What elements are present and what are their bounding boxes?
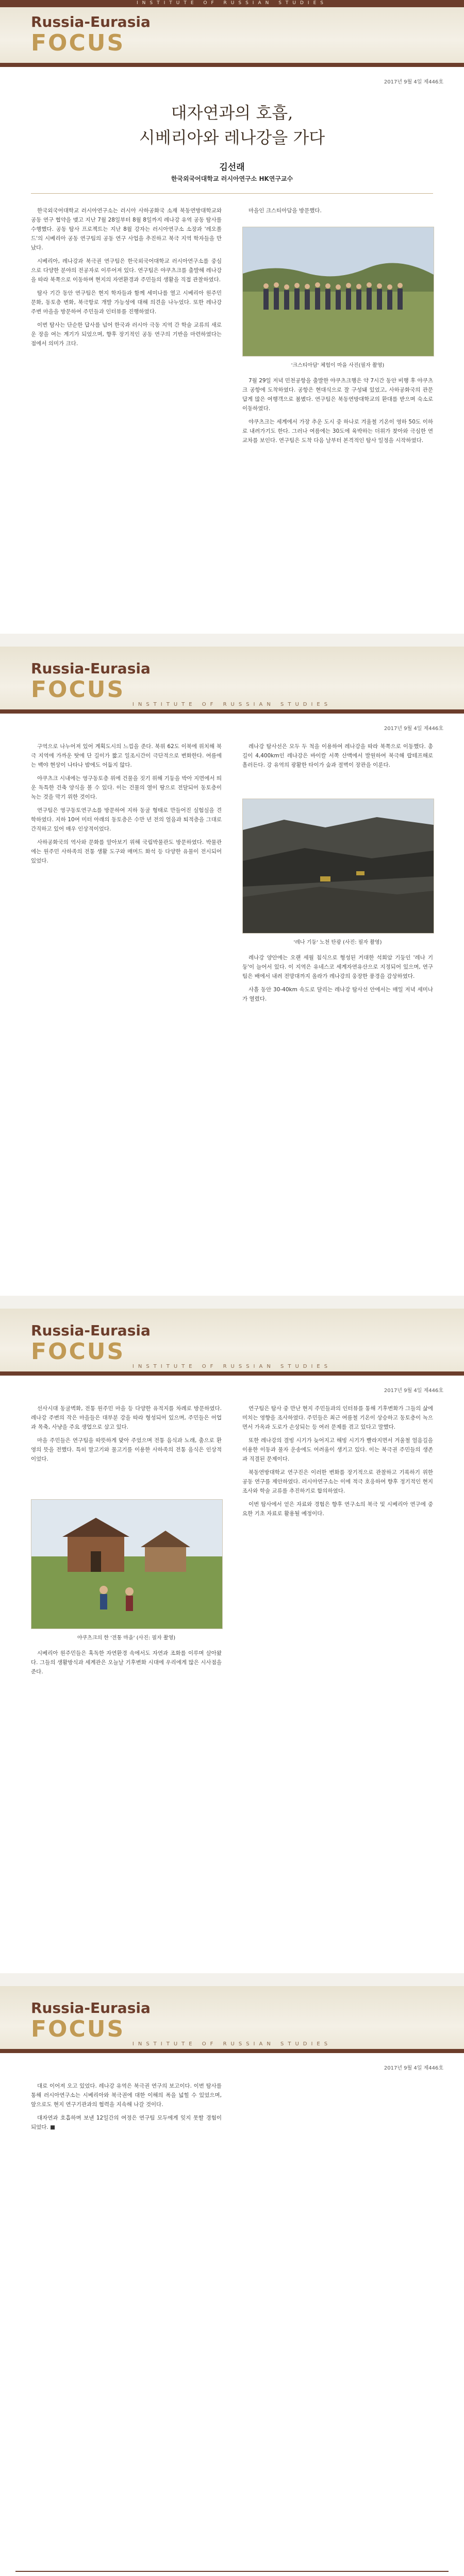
masthead-banner [0, 0, 464, 67]
paragraph: 사흘 동안 30-40km 속도로 달리는 레나강 탐사선 안에서는 매일 저녁 세미나가 열렸다. [242, 987, 433, 1002]
page-4 [0, 1986, 464, 2576]
column-left [31, 2081, 222, 2136]
photo-caption: 야쿠츠크의 한 '전통 마을' (사진: 필자 촬영) [77, 1635, 176, 1641]
paragraph: 대로 이어져 오고 있었다. 레나강 유역은 북극권 연구의 보고이다. 이번 탐사를 통해 러시아연구소는 시베리아와 북극권에 대한 이해의 폭을 넓힐 수 있었으며, 앞으로도 현지 연구기관과의 협력을 지속해 나갈 것이다. [31, 2083, 222, 2108]
paragraph: 선사시대 동굴벽화, 전통 원주민 마을 등 다양한 유적지를 차례로 방문하였다. 레나강 주변의 작은 마을들은 대부분 강을 따라 형성되어 있으며, 주민들은 어업과 목축, 사냥을 주요 생업으로 삼고 있다. [31, 1405, 222, 1430]
divider [31, 193, 433, 194]
paragraph: 대자연과 호흡하며 보낸 12일간의 여정은 연구팀 모두에게 잊지 못할 경험이 되었다. ■ [31, 2115, 222, 2130]
column-right-top [242, 206, 433, 219]
masthead-title-line2: FOCUS [31, 2016, 125, 2042]
paragraph: 탐사 기간 동안 연구팀은 현지 학자들과 함께 세미나를 열고 시베리아 원주민 문화, 동토층 변화, 북극항로 개발 가능성에 대해 의견을 나누었다. 또한 레나강 주변 마을을 방문하여 주민들과 인터뷰를 진행하였다. [31, 290, 222, 315]
paragraph: 북동연방대학교 연구진은 이러한 변화를 장기적으로 관찰하고 기록하기 위한 공동 연구를 제안하였다. 러시아연구소는 이에 적극 호응하여 향후 정기적인 현지 조사와 학술 교류를 추진하기로 합의하였다. [242, 1469, 433, 1494]
paragraph: 또한 레나강의 결빙 시기가 늦어지고 해빙 시기가 빨라지면서 겨울철 얼음길을 이용한 이동과 물자 운송에도 어려움이 생기고 있다. 이는 북극권 주민들의 생존과 직결된 문제이다. [242, 1437, 433, 1462]
paragraph: 마을인 크스티아담을 방문했다. [248, 208, 322, 214]
institute-label: INSTITUTE OF RUSSIAN STUDIES [132, 2041, 332, 2047]
paragraph: 시베리아 원주민들은 혹독한 자연환경 속에서도 자연과 조화를 이루며 살아왔다. 그들의 생활방식과 세계관은 오늘날 기후변화 시대에 우리에게 많은 시사점을 준다. [31, 1650, 222, 1675]
paragraph: 야쿠츠크는 세계에서 가장 추운 도시 중 하나로 겨울철 기온이 영하 50도 이하로 내려가기도 한다. 그러나 여름에는 30도에 육박하는 더위가 찾아와 극심한 연교차를 보인다. 연구팀은 도착 다음 날부터 본격적인 탐사 일정을 시작하였다. [242, 419, 433, 444]
masthead-title-line2: FOCUS [31, 676, 125, 703]
group-photo-image [243, 227, 434, 356]
village-photo [31, 1499, 223, 1629]
banner-topbar [0, 0, 464, 7]
institute-label: INSTITUTE OF RUSSIAN STUDIES [137, 1, 327, 6]
masthead-title-line1: Russia-Eurasia [31, 660, 151, 677]
masthead-title-line1: Russia-Eurasia [31, 1999, 151, 2016]
column-left-bottom [31, 1649, 222, 1681]
paragraph: 연구팀은 탐사 중 만난 현지 주민들과의 인터뷰를 통해 기후변화가 그들의 삶에 미치는 영향을 조사하였다. 주민들은 최근 여름철 기온이 상승하고 동토층이 녹으면서 가옥과 도로가 손상되는 등 여러 문제를 겪고 있다고 말했다. [242, 1405, 433, 1430]
banner-bottom-bar [0, 709, 464, 714]
paragraph: 한국외국어대학교 러시아연구소는 러시아 사하공화국 소재 북동연방대학교와 공동 연구 협약을 맺고 지난 7월 28일부터 8월 8일까지 레나강 유역 공동 탐사를 수행했다. 공동 탐사 프로젝트는 지난 8월 강자는 러시아연구소 소장과 '레오폴드'의 시베리아 공동 연구팀의 공동 연구 사업을 추진하고 북극 지역 학자들을 만났다. [31, 208, 222, 251]
issue-info: 2017년 9월 4일 제446호 [384, 2065, 443, 2071]
masthead-title-line1: Russia-Eurasia [31, 1322, 151, 1339]
column-right-top [242, 742, 433, 774]
village-photo-image [31, 1500, 222, 1629]
author-affiliation: 한국외국어대학교 러시아연구소 HK연구교수 [171, 175, 293, 182]
page-2 [0, 647, 464, 1296]
paragraph: 연구팀은 영구동토연구소를 방문하여 지하 동굴 형태로 만들어진 실험실을 견학하였다. 지하 10여 미터 아래의 동토층은 수만 년 전의 얼음과 퇴적층을 그대로 간직하고 있어 매우 인상적이었다. [31, 807, 222, 832]
paragraph: 이번 탐사에서 얻은 자료와 경험은 향후 연구소의 북극 및 시베리아 연구에 중요한 기초 자료로 활용될 예정이다. [242, 1501, 433, 1517]
column-left [31, 1404, 222, 1468]
banner-bottom-bar [0, 63, 464, 67]
issue-info: 2017년 9월 4일 제446호 [384, 726, 443, 732]
mine-photo-image [243, 799, 434, 933]
issue-info: 2017년 9월 4일 제446호 [384, 79, 443, 85]
page-3 [0, 1309, 464, 1973]
paragraph: 사하공화국의 역사와 문화를 알아보기 위해 국립박물관도 방문하였다. 박물관에는 원주민 사하족의 전통 생활 도구와 매머드 화석 등 다양한 유물이 전시되어 있었다. [31, 839, 222, 864]
paragraph: 7월 29일 저녁 민천공항을 출발한 야쿠츠크행은 약 7시간 동안 비행 후 야쿠츠크 공항에 도착하였다. 공항은 현대식으로 잘 구성돼 있었고, 사하공화국의 관문답게 많은 여행객으로 붐볐다. 연구팀은 북동연방대학교의 환대를 받으며 숙소로 이동하였다. [242, 378, 433, 412]
masthead-title-line1: Russia-Eurasia [31, 13, 151, 30]
banner-bottom-bar [0, 2049, 464, 2053]
article-title-line2: 시베리아와 레나강을 가다 [139, 128, 325, 147]
institute-label: INSTITUTE OF RUSSIAN STUDIES [132, 702, 332, 707]
article-title [103, 100, 361, 150]
author-name: 김선래 [219, 162, 245, 173]
institute-label: INSTITUTE OF RUSSIAN STUDIES [132, 1364, 332, 1369]
paragraph: 구역으로 나누어져 있어 계획도시의 느낌을 준다. 북위 62도 이북에 위치해 북극 지역에 가까운 탓에 단 길이가 짧고 일조시간이 극단적으로 변화한다. 여름에는 백야 현상이 나타나 밤에도 어둡지 않다. [31, 743, 222, 768]
masthead-banner [0, 1986, 464, 2053]
masthead-banner [0, 1309, 464, 1376]
paragraph: 야쿠츠크 시내에는 영구동토층 위에 건물을 짓기 위해 기둥을 박아 지면에서 띄운 독특한 건축 양식을 볼 수 있다. 이는 건물의 열이 땅으로 전달되어 동토층이 녹는 것을 막기 위한 것이다. [31, 775, 222, 800]
column-right [242, 1404, 433, 1522]
photo-caption: '크스티아담' 체험이 마을 사진(필자 촬영) [291, 363, 385, 368]
masthead-banner [0, 647, 464, 714]
issue-info: 2017년 9월 4일 제446호 [384, 1388, 443, 1394]
column-right-bottom [242, 376, 433, 449]
group-photo [242, 227, 434, 357]
photo-caption: '레나 기둥' 노천 탄광 (사진: 필자 촬영) [293, 940, 382, 945]
page-1 [0, 0, 464, 634]
column-left [31, 206, 222, 352]
masthead-title-line2: FOCUS [31, 1338, 125, 1365]
paragraph: 레나강 양안에는 오랜 세월 침식으로 형성된 거대한 석회암 기둥인 '레나 기둥'이 늘어서 있다. 이 지역은 유네스코 세계자연유산으로 지정되어 있으며, 연구팀은 배에서 내려 전망대까지 올라가 레나강의 웅장한 풍경을 감상하였다. [242, 955, 433, 979]
banner-bottom-bar [0, 1371, 464, 1376]
mine-photo [242, 799, 434, 934]
article-title-line1: 대자연과의 호흡, [171, 103, 293, 123]
column-right-bottom [242, 953, 433, 1008]
paragraph: 레나강 탐사선은 모두 두 척을 이용하여 레나강을 따라 북쪽으로 이동했다. 총 길이 4,400km인 레나강은 바이칼 서쪽 산맥에서 발원하여 북극해 랍테프해로 흘러든다. 강 유역의 광활한 타이가 숲과 절벽이 장관을 이룬다. [242, 743, 433, 768]
column-left [31, 742, 222, 870]
paragraph: 마을 주민들은 연구팀을 따뜻하게 맞아 주었으며 전통 음식과 노래, 춤으로 환영의 뜻을 전했다. 특히 말고기와 물고기를 이용한 사하족의 전통 음식은 인상적이었다. [31, 1437, 222, 1462]
paragraph: 시베리아, 레나강과 북극권 연구팀은 한국외국어대학교 러시아연구소를 중심으로 다양한 분야의 전공자로 이루어져 있다. 연구팀은 야쿠츠크를 출발해 레나강을 따라 북쪽으로 이동하며 현지의 자연환경과 주민들의 생활을 직접 관찰하였다. [31, 258, 222, 283]
footer-divider [15, 2571, 449, 2572]
paragraph: 이번 탐사는 단순한 답사를 넘어 한국과 러시아 극동 지역 간 학술 교류의 새로운 장을 여는 계기가 되었으며, 향후 장기적인 공동 연구의 기반을 마련하였다는 점에서 의미가 크다. [31, 322, 222, 347]
masthead-title-line2: FOCUS [31, 30, 125, 56]
